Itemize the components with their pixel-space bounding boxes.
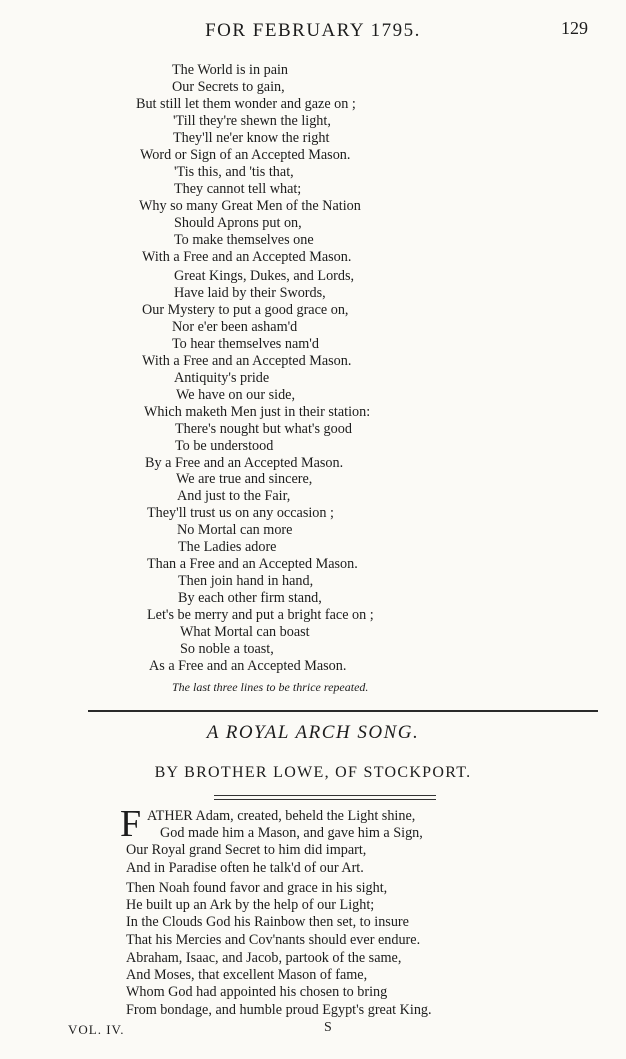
poem-stanza-3	[0, 268, 626, 371]
section-divider	[88, 710, 598, 712]
verse-line: 'Tis this, and 'tis that,	[174, 164, 294, 180]
verse-line: They cannot tell what;	[174, 181, 302, 198]
verse-line: Let's be merry and put a bright face on ;	[147, 607, 374, 624]
poem-stanza-1	[0, 62, 626, 165]
verse-line: To hear themselves nam'd	[172, 336, 319, 353]
poem-stanza-6	[0, 573, 626, 676]
verse-line: There's nought but what's good	[175, 421, 352, 438]
verse-line: Word or Sign of an Accepted Mason.	[140, 147, 351, 164]
verse-line: So noble a toast,	[180, 641, 274, 658]
song-stanza-3	[0, 950, 626, 1019]
verse-line: They'll trust us on any occasion ;	[147, 505, 334, 522]
verse-line: Have laid by their Swords,	[174, 285, 326, 302]
drop-cap: F	[120, 803, 142, 845]
song-byline: BY BROTHER LOWE, OF STOCKPORT.	[154, 764, 472, 781]
song-line: ATHER Adam, created, beheld the Light shine,	[147, 808, 416, 824]
volume-signature: VOL. IV.	[68, 1022, 125, 1037]
repeat-footnote: The last three lines to be thrice repeated.	[172, 680, 369, 694]
running-header: FOR FEBRUARY 1795.	[205, 20, 421, 41]
verse-line: Our Secrets to gain,	[172, 79, 285, 96]
verse-line: Antiquity's pride	[174, 370, 270, 386]
song-line: God made him a Mason, and gave him a Sign,	[160, 825, 423, 842]
poem-stanza-5	[0, 471, 626, 574]
verse-line: By each other firm stand,	[178, 590, 322, 607]
song-stanza-1	[0, 808, 626, 877]
verse-line: 'Till they're shewn the light,	[173, 113, 331, 130]
song-line: And Moses, that excellent Mason of fame,	[126, 967, 368, 984]
verse-line: No Mortal can more	[177, 522, 293, 539]
page-number: 129	[561, 18, 588, 38]
verse-line: To be understood	[175, 438, 274, 455]
verse-line: With a Free and an Accepted Mason.	[142, 353, 352, 370]
verse-line: Then join hand in hand,	[178, 573, 314, 589]
poem-stanza-2	[0, 164, 626, 267]
verse-line: What Mortal can boast	[180, 624, 310, 641]
verse-line: But still let them wonder and gaze on ;	[136, 96, 356, 113]
verse-line: To make themselves one	[174, 232, 314, 249]
verse-line: The Ladies adore	[178, 539, 277, 556]
verse-line: By a Free and an Accepted Mason.	[145, 455, 344, 472]
song-stanza-2	[0, 880, 626, 949]
title-ornament-rule	[214, 795, 436, 800]
verse-line: As a Free and an Accepted Mason.	[149, 658, 347, 675]
song-line: Then Noah found favor and grace in his sight,	[126, 880, 388, 896]
song-line: He built up an Ark by the help of our Light;	[126, 897, 375, 914]
verse-line: Why so many Great Men of the Nation	[139, 198, 361, 215]
verse-line: They'll ne'er know the right	[173, 130, 330, 147]
verse-line: We have on our side,	[176, 387, 296, 404]
song-line: From bondage, and humble proud Egypt's great King.	[126, 1001, 432, 1018]
verse-line: Nor e'er been asham'd	[172, 319, 298, 336]
song-line: Our Royal grand Secret to him did impart,	[126, 842, 367, 859]
sheet-signature-mark: S	[324, 1020, 332, 1035]
verse-line: We are true and sincere,	[176, 471, 313, 487]
verse-line: The World is in pain	[172, 62, 289, 78]
poem-stanza-4	[0, 370, 626, 473]
verse-line: Our Mystery to put a good grace on,	[142, 302, 349, 319]
song-title: A ROYAL ARCH SONG.	[206, 722, 420, 743]
verse-line: Which maketh Men just in their station:	[144, 404, 371, 421]
song-line: And in Paradise often he talk'd of our Art.	[126, 859, 364, 876]
song-line: Whom God had appointed his chosen to bring	[126, 984, 388, 1001]
verse-line: With a Free and an Accepted Mason.	[142, 249, 352, 266]
verse-line: Than a Free and an Accepted Mason.	[147, 556, 358, 573]
verse-line: Great Kings, Dukes, and Lords,	[174, 268, 355, 284]
verse-line: Should Aprons put on,	[174, 215, 302, 232]
song-line: Abraham, Isaac, and Jacob, partook of the same,	[126, 950, 402, 966]
verse-line: And just to the Fair,	[177, 488, 291, 505]
song-line: In the Clouds God his Rainbow then set, to insure	[126, 914, 409, 931]
song-line: That his Mercies and Cov'nants should ever endure.	[126, 931, 421, 948]
